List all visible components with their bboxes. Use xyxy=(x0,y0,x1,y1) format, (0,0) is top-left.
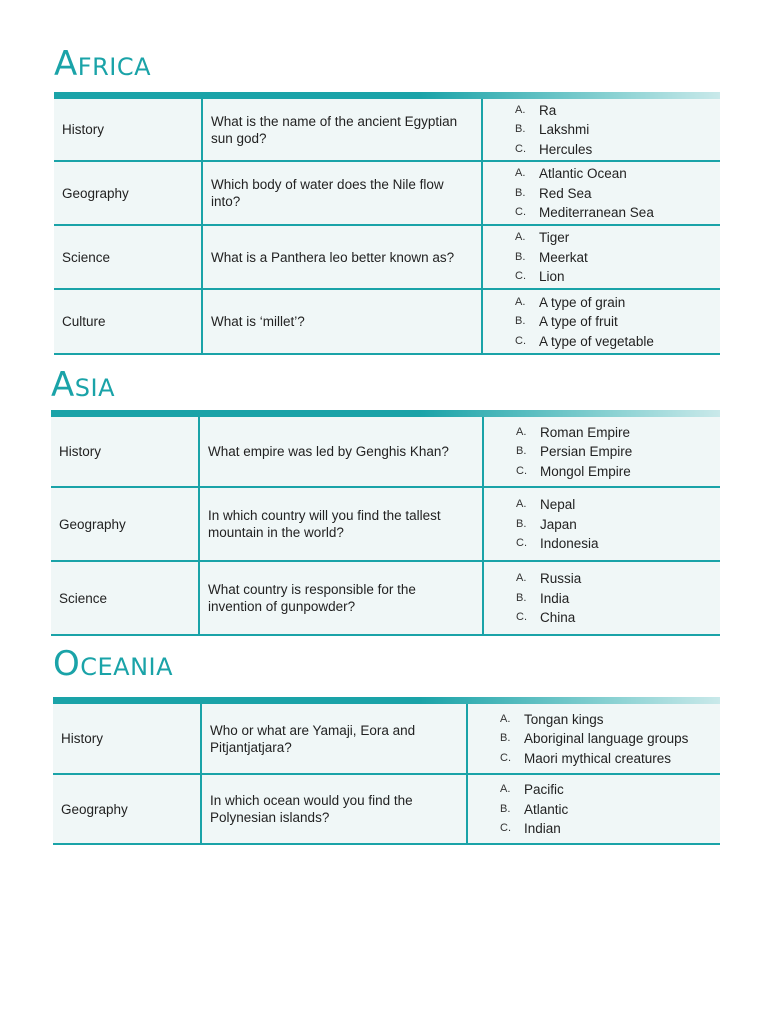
quiz-table-asia xyxy=(51,417,720,636)
option-letter: A. xyxy=(515,295,526,308)
option-text: Tiger xyxy=(539,230,570,245)
option-text: Lakshmi xyxy=(539,122,590,137)
options-cell xyxy=(483,561,720,635)
options-cell xyxy=(467,704,720,774)
option-letter: C. xyxy=(500,751,511,764)
option-text: Aboriginal language groups xyxy=(524,731,689,746)
answer-option xyxy=(515,139,720,159)
category-cell: Culture xyxy=(54,289,202,354)
table-row xyxy=(54,99,720,161)
answer-option xyxy=(500,799,720,819)
option-text: Red Sea xyxy=(539,185,592,201)
option-text: Mediterranean Sea xyxy=(539,205,654,220)
category-cell: Science xyxy=(54,225,202,289)
option-text: Tongan kings xyxy=(524,711,604,727)
section-divider-bar xyxy=(53,697,720,704)
option-letter: C. xyxy=(515,142,526,155)
category-cell: Geography xyxy=(54,161,202,225)
question-cell: What is a Panthera leo better known as? xyxy=(202,225,482,289)
answer-option xyxy=(516,422,720,442)
answer-option xyxy=(516,495,720,515)
answer-option xyxy=(515,228,720,248)
options-cell xyxy=(482,289,720,354)
option-text: Nepal xyxy=(540,497,576,512)
answer-option xyxy=(500,748,720,768)
option-letter: C. xyxy=(515,334,526,347)
answer-option xyxy=(515,292,720,312)
answer-option xyxy=(515,247,720,267)
option-text: A type of grain xyxy=(539,294,626,310)
answer-option xyxy=(516,514,720,534)
answer-option xyxy=(515,183,720,203)
option-text: A type of vegetable xyxy=(539,333,654,349)
option-text: Japan xyxy=(540,516,577,532)
option-text: Maori mythical creatures xyxy=(524,750,672,766)
answer-option xyxy=(515,331,720,351)
option-text: Atlantic xyxy=(524,801,569,817)
options-cell xyxy=(483,417,720,487)
answer-option xyxy=(500,729,720,749)
answer-option xyxy=(516,569,720,589)
question-cell: What country is responsible for the invention of gunpowder? xyxy=(199,561,483,635)
option-letter: C. xyxy=(515,270,526,282)
table-row xyxy=(51,487,720,561)
option-letter: C. xyxy=(516,537,527,549)
options-cell xyxy=(483,487,720,561)
options-cell xyxy=(467,774,720,844)
table-row xyxy=(54,225,720,289)
option-letter: B. xyxy=(515,123,526,135)
section-title-asia: Asia xyxy=(51,365,115,405)
option-letter: B. xyxy=(516,591,527,604)
option-text: Russia xyxy=(540,571,582,586)
section-divider-bar xyxy=(51,410,720,417)
question-cell: Who or what are Yamaji, Eora and Pitjantjatjara? xyxy=(201,704,467,774)
category-cell: History xyxy=(54,99,202,161)
answer-option xyxy=(500,819,720,839)
option-letter: A. xyxy=(515,103,526,116)
option-text: Lion xyxy=(539,269,565,284)
option-text: Pacific xyxy=(524,782,564,797)
option-text: Atlantic Ocean xyxy=(539,166,627,181)
table-row xyxy=(54,289,720,354)
option-text: India xyxy=(540,590,570,606)
options-cell xyxy=(482,161,720,225)
option-letter: C. xyxy=(500,822,511,834)
answer-option xyxy=(516,461,720,481)
category-cell: Geography xyxy=(53,774,201,844)
quiz-table-oceania xyxy=(53,704,720,845)
option-letter: C. xyxy=(515,206,526,218)
answer-option xyxy=(516,608,720,628)
answer-option xyxy=(515,312,720,332)
option-text: Persian Empire xyxy=(540,444,633,459)
question-cell: Which body of water does the Nile flow into? xyxy=(202,161,482,225)
table-row xyxy=(53,704,720,774)
category-cell: History xyxy=(51,417,199,487)
option-letter: A. xyxy=(516,425,527,438)
question-cell: In which ocean would you find the Polynesian islands? xyxy=(201,774,467,844)
answer-option xyxy=(500,780,720,800)
category-cell: History xyxy=(53,704,201,774)
option-text: Roman Empire xyxy=(540,424,631,440)
option-letter: A. xyxy=(515,231,526,243)
category-cell: Science xyxy=(51,561,199,635)
option-letter: B. xyxy=(515,315,526,327)
option-text: Meerkat xyxy=(539,249,588,265)
option-text: China xyxy=(540,610,576,625)
answer-option xyxy=(516,534,720,554)
option-letter: A. xyxy=(516,572,527,584)
quiz-table-africa xyxy=(54,99,720,355)
option-text: Indian xyxy=(524,821,561,836)
question-cell: In which country will you find the tallest mountain in the world? xyxy=(199,487,483,561)
section-title-oceania: Oceania xyxy=(53,644,174,684)
answer-option xyxy=(515,100,720,120)
option-letter: A. xyxy=(516,498,527,510)
option-text: Mongol Empire xyxy=(540,463,631,479)
table-row xyxy=(53,774,720,844)
answer-option xyxy=(516,588,720,608)
answer-option xyxy=(516,442,720,462)
option-text: Ra xyxy=(539,102,557,118)
section-title-africa: Africa xyxy=(54,44,151,84)
table-row xyxy=(54,161,720,225)
answer-option xyxy=(500,709,720,729)
options-cell xyxy=(482,99,720,161)
option-text: Hercules xyxy=(539,141,593,157)
option-letter: C. xyxy=(516,611,527,623)
options-cell xyxy=(482,225,720,289)
option-letter: B. xyxy=(515,250,526,263)
table-row xyxy=(51,561,720,635)
option-letter: B. xyxy=(515,186,526,199)
option-letter: A. xyxy=(515,167,526,179)
question-cell: What is ‘millet’? xyxy=(202,289,482,354)
option-letter: A. xyxy=(500,712,511,725)
question-cell: What empire was led by Genghis Khan? xyxy=(199,417,483,487)
category-cell: Geography xyxy=(51,487,199,561)
option-letter: B. xyxy=(516,445,527,457)
option-letter: B. xyxy=(516,517,527,530)
answer-option xyxy=(515,203,720,223)
question-cell: What is the name of the ancient Egyptian sun god? xyxy=(202,99,482,161)
option-letter: B. xyxy=(500,802,511,815)
option-letter: B. xyxy=(500,732,511,744)
option-letter: C. xyxy=(516,464,527,477)
answer-option xyxy=(515,120,720,140)
answer-option xyxy=(515,267,720,287)
option-text: Indonesia xyxy=(540,536,599,551)
table-row xyxy=(51,417,720,487)
answer-option xyxy=(515,164,720,184)
option-text: A type of fruit xyxy=(539,314,618,329)
section-divider-bar xyxy=(54,92,720,99)
option-letter: A. xyxy=(500,783,511,795)
